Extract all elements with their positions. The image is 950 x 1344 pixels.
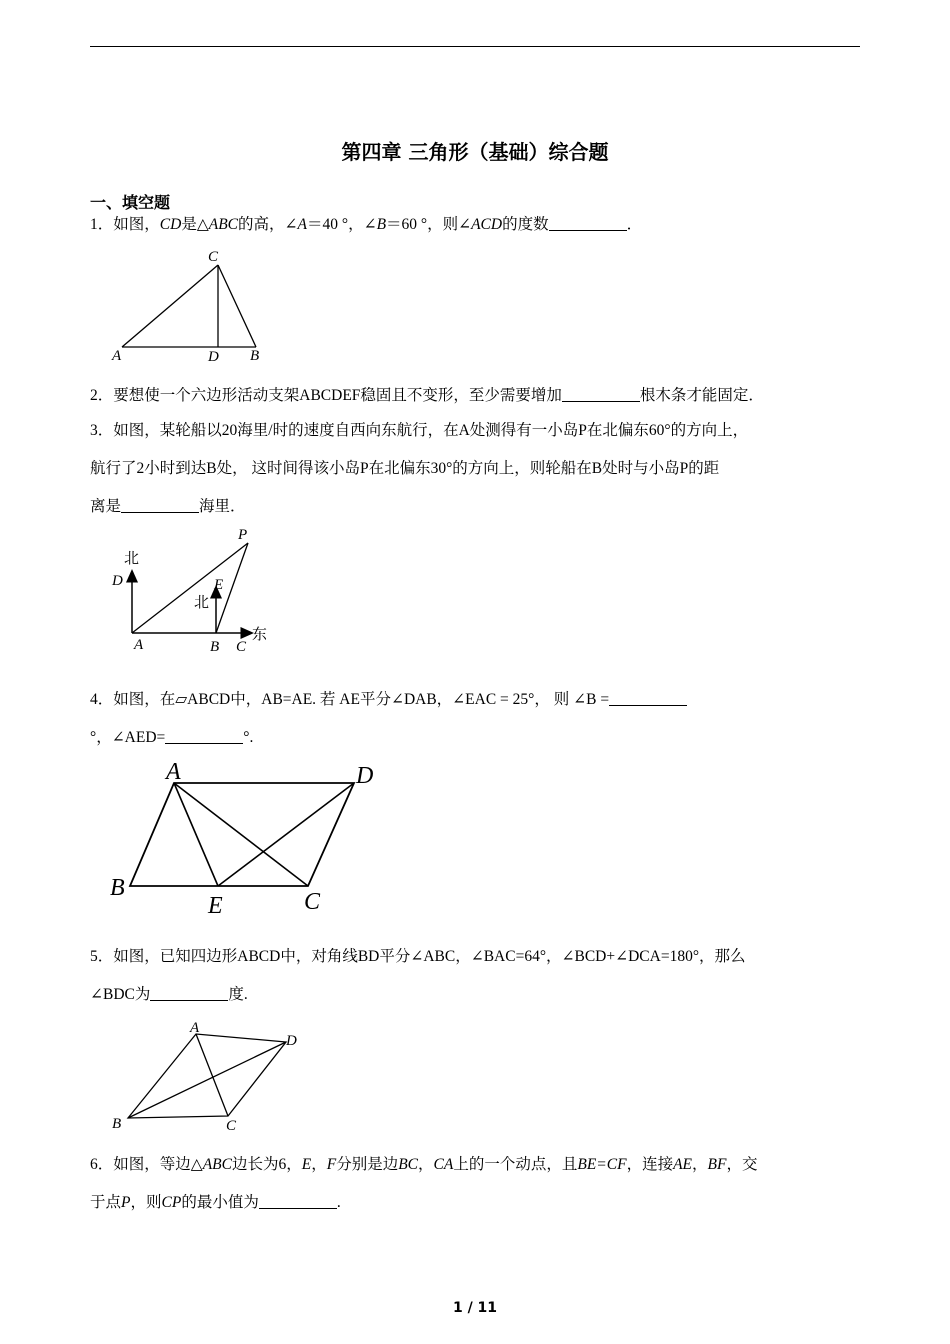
q-text: 6	[278, 1156, 287, 1173]
label-a: A	[112, 348, 122, 364]
q-text: 边长为	[231, 1156, 279, 1173]
math-symbol: BC	[398, 1156, 419, 1173]
q-text: ∠BDC为	[90, 986, 151, 1003]
label-d: D	[286, 1033, 297, 1049]
question-number: 3．	[90, 422, 114, 439]
q-text: ，	[692, 1156, 708, 1173]
answer-blank[interactable]	[609, 689, 687, 706]
label-p: P	[238, 527, 248, 543]
label-north-b: 北	[194, 593, 210, 611]
q-text: 海里．	[199, 498, 246, 515]
q-text: ＝40 °，∠	[307, 216, 377, 233]
q-text: °，∠AED=	[90, 729, 166, 746]
label-b: B	[210, 639, 220, 655]
figure-4-parallelogram	[108, 755, 388, 920]
q-text: ，	[286, 1156, 302, 1173]
segment-ac	[174, 783, 308, 886]
figure-1-triangle	[110, 245, 270, 370]
q-text: ，交	[726, 1156, 758, 1173]
q-text: 如图，在▱ABCD中，AB=AE. 若 AE平分∠DAB，∠EAC = 25°， 则 ∠B =	[113, 691, 610, 708]
page-title: 第四章 三角形（基础）综合题	[341, 140, 609, 164]
label-a: A	[190, 1020, 200, 1036]
math-symbol: AE	[673, 1156, 693, 1173]
q-text: ，	[418, 1156, 434, 1173]
q-text: 的度数	[502, 216, 549, 233]
math-symbol: ACD	[471, 216, 503, 233]
q-text: 的最小值为	[181, 1194, 259, 1211]
answer-blank[interactable]	[121, 496, 199, 513]
q-text: ，连接	[626, 1156, 674, 1173]
q-text: 根木条才能固定．	[639, 387, 764, 404]
label-d: D	[208, 349, 219, 365]
label-e: E	[208, 893, 223, 919]
q-text: 航行了2小时到达B处， 这时间得该小岛P在北偏东30°的方向上，则轮船在B处时与小岛P的距	[90, 460, 720, 477]
question-2	[90, 377, 860, 415]
math-symbol: E	[301, 1156, 312, 1173]
label-c: C	[236, 639, 247, 655]
segment-ac	[122, 265, 218, 347]
math-symbol: CD	[159, 216, 182, 233]
segment-ed	[218, 783, 354, 886]
question-number: 6．	[90, 1156, 114, 1173]
segment-ap	[132, 543, 248, 633]
q-text: ，则	[130, 1194, 162, 1211]
q-text: .	[336, 1194, 341, 1211]
answer-blank[interactable]	[562, 385, 640, 402]
label-c: C	[304, 889, 321, 915]
label-b: B	[112, 1116, 122, 1132]
q-text: ．	[626, 216, 643, 233]
question-1	[90, 206, 860, 244]
label-c: C	[226, 1118, 237, 1134]
q-text: 离是	[90, 498, 122, 515]
answer-blank[interactable]	[150, 984, 228, 1001]
label-d: D	[112, 573, 123, 589]
label-a: A	[166, 759, 181, 785]
q-text: 于点	[90, 1194, 122, 1211]
math-symbol: BF	[707, 1156, 727, 1173]
question-4	[90, 681, 860, 757]
label-c: C	[208, 249, 219, 265]
label-d: D	[356, 763, 374, 789]
segment-cb	[218, 265, 256, 347]
q-text: 度.	[228, 986, 248, 1003]
figure-3-navigation	[110, 525, 280, 660]
q-text: 如图，	[113, 216, 160, 233]
label-north-a: 北	[124, 549, 140, 567]
q-text: ＝60 °，则∠	[386, 216, 472, 233]
q-text: ，	[311, 1156, 327, 1173]
math-symbol: ABC	[208, 216, 239, 233]
q-text: 如图，已知四边形ABCD中，对角线BD平分∠ABC，∠BAC=64°，∠BCD+∠DCA=180°，那么	[113, 948, 746, 965]
figure-5-quadrilateral	[108, 1018, 308, 1138]
answer-blank[interactable]	[165, 727, 243, 744]
math-symbol: A	[297, 216, 307, 233]
math-symbol: BE=CF	[577, 1156, 627, 1173]
question-number: 1．	[90, 216, 114, 233]
question-number: 5．	[90, 948, 114, 965]
label-east: 东	[252, 625, 268, 643]
q-text: 要想使一个六边形活动支架ABCDEF稳固且不变形，至少需要增加	[113, 387, 562, 404]
answer-blank[interactable]	[549, 214, 627, 231]
header-rule	[90, 46, 860, 47]
page-number: 1 / 11	[452, 1300, 498, 1316]
label-a: A	[134, 637, 144, 653]
math-symbol: CP	[161, 1194, 182, 1211]
section-heading: 一、填空题	[90, 193, 171, 212]
question-3	[90, 412, 860, 526]
question-number: 2．	[90, 387, 114, 404]
label-b: B	[110, 875, 125, 901]
q-text: 分别是边	[336, 1156, 399, 1173]
label-b: B	[250, 348, 260, 364]
math-symbol: ABC	[202, 1156, 232, 1173]
q-text: °.	[243, 729, 254, 746]
q-text: 如图，某轮船以20海里/时的速度自西向东航行，在A处测得有一小岛P在北偏东60°的方向上，	[113, 422, 749, 439]
math-symbol: F	[326, 1156, 337, 1173]
math-symbol: CA	[433, 1156, 454, 1173]
q-text: 如图，等边△	[113, 1156, 203, 1173]
math-symbol: P	[121, 1194, 131, 1211]
math-symbol: B	[376, 216, 387, 233]
q-text: 是△	[181, 216, 209, 233]
q-text: 上的一个动点，且	[453, 1156, 578, 1173]
question-number: 4．	[90, 691, 114, 708]
question-5	[90, 938, 860, 1014]
quadrilateral-abcd	[128, 1034, 286, 1118]
question-6	[90, 1146, 860, 1222]
answer-blank[interactable]	[259, 1192, 337, 1209]
q-text: 的高，∠	[238, 216, 298, 233]
segment-ae	[174, 783, 218, 886]
label-e: E	[214, 577, 224, 593]
diagonal-ac	[196, 1034, 228, 1116]
diagonal-bd	[128, 1042, 286, 1118]
